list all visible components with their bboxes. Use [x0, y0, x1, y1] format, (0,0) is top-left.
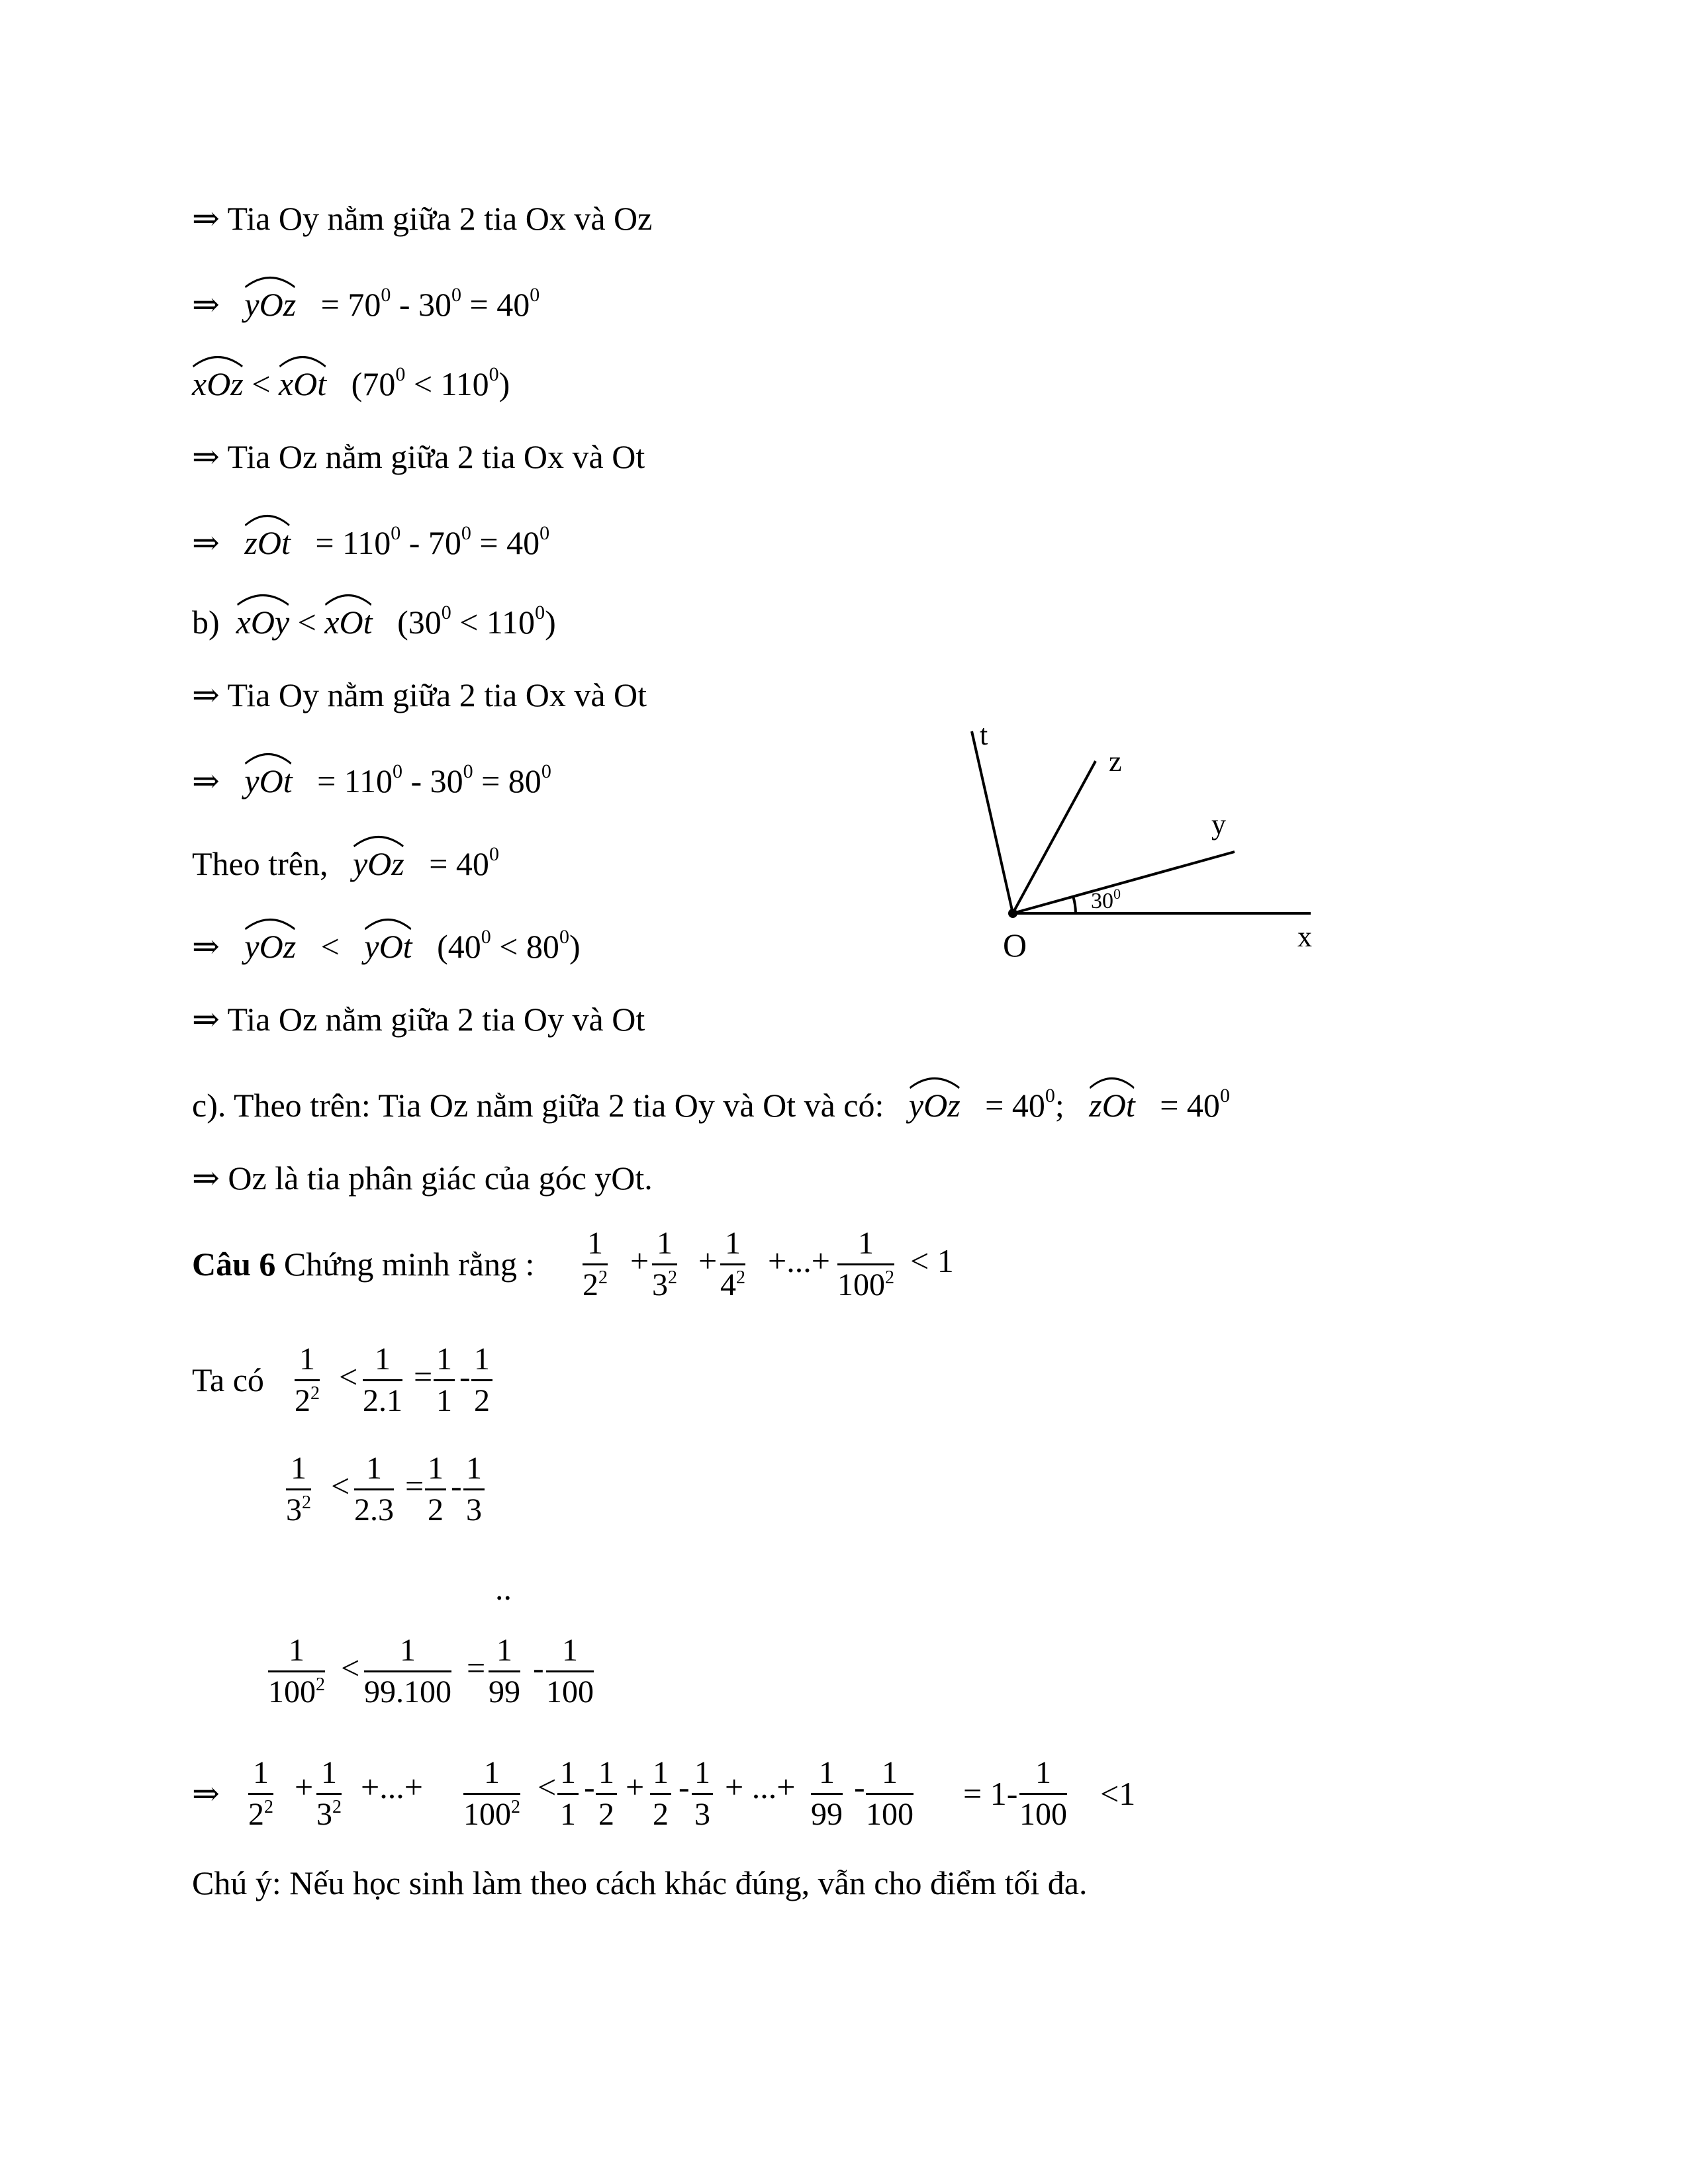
op-lt: <: [339, 1358, 358, 1395]
op-eq: =: [414, 1358, 433, 1395]
op-eq: =: [405, 1467, 424, 1504]
line-b-xoy-lt-xot: b) xOy < xOt $(30^0 < 110^0)$: [192, 596, 556, 635]
frac-final-6: 1 2: [650, 1757, 671, 1831]
frac-final-1: 1 $2^2$: [248, 1755, 273, 1832]
angle-xot-2: xOt: [324, 596, 372, 642]
angle-xoz: xOz: [192, 357, 244, 404]
op-lt: <: [341, 1649, 360, 1686]
label-y: y: [1211, 808, 1226, 841]
continuation-dots: ..: [495, 1570, 512, 1607]
frac-final-8: 1 99: [811, 1755, 843, 1832]
op-lt-1-end: <1: [1100, 1775, 1136, 1812]
frac-final-4: 1 1: [557, 1757, 579, 1831]
frac-1-over-99: 1 99: [489, 1633, 520, 1709]
frac-1-over-100sq: 1 $100^2$: [837, 1226, 894, 1302]
op-minus: -: [679, 1768, 690, 1805]
angle-yoz-3: yOz: [244, 920, 296, 966]
note: Chú ý: Nếu học sinh làm theo cách khác đúng, vẫn cho điểm tối đa.: [192, 1864, 1088, 1901]
line-yoz-lt-yot: ⇒ yOz < yOt $(40^0 < 80^0)$: [192, 920, 581, 960]
line-xoz-lt-xot: xOz < xOt $(70^0 < 110^0)$: [192, 357, 510, 397]
frac-final-2: 1 $3^2$: [316, 1755, 342, 1832]
label-t: t: [980, 719, 988, 751]
label-z: z: [1109, 745, 1122, 778]
angle-zot-2: zOt: [1089, 1079, 1135, 1125]
label-o: O: [1003, 927, 1027, 964]
line-bisector: ⇒ Oz là tia phân giác của góc yOt.: [192, 1160, 653, 1197]
frac-1-over-3sq-b: 1 $3^2$: [286, 1451, 311, 1527]
angle-yot: yOt: [244, 754, 292, 801]
line-yoz-value: ⇒ yOz = $70^0 - 30^0 = 40^0$: [192, 278, 539, 318]
frac-1-over-4sq: 1 $4^2$: [720, 1226, 745, 1302]
origin-point: [1008, 909, 1017, 918]
implies-arrow: ⇒: [192, 286, 220, 323]
frac-1-over-2sq: 1 $2^2$: [583, 1226, 608, 1302]
ray-ot: [972, 731, 1013, 913]
ray-oy: [1013, 852, 1235, 913]
op-ellipsis: + ...+: [725, 1768, 796, 1805]
frac-final-10: 1 100: [1019, 1755, 1067, 1832]
line-theo-tren-yoz: Theo trên, yOz = $40^0$: [192, 837, 499, 877]
frac-1-over-100sq-b: 1 $100^2$: [268, 1633, 325, 1709]
angle-yoz-4: yOz: [909, 1079, 961, 1125]
angle-diagram: [927, 715, 1337, 979]
frac-final-3: 1 $100^2$: [463, 1755, 520, 1832]
op-minus: -: [533, 1649, 544, 1686]
op-lt: <: [331, 1467, 350, 1504]
angle-label: $30^0$: [1091, 886, 1121, 913]
frac-1-over-2-b: 1 2: [425, 1453, 446, 1526]
text: ⇒ Tia Oy nằm giữa 2 tia Ox và Oz: [192, 200, 653, 237]
frac-1-over-2sq-b: 1 $2^2$: [295, 1342, 320, 1418]
angle-xot: xOt: [279, 357, 326, 404]
op-ellipsis: +...+: [361, 1768, 423, 1805]
op-plus: +: [630, 1242, 649, 1279]
op-minus: -: [584, 1768, 595, 1805]
question-6-heading: Câu 6 Chứng minh rằng :: [192, 1246, 535, 1283]
op-plus: +: [626, 1768, 645, 1805]
frac-1-over-1: 1 1: [434, 1343, 455, 1417]
angle-yoz-2: yOz: [353, 837, 404, 884]
op-minus: -: [451, 1467, 462, 1504]
frac-1-over-2: 1 2: [471, 1343, 492, 1417]
angle-zot: zOt: [244, 516, 290, 563]
angle-yoz: yOz: [244, 278, 296, 324]
frac-1-over-2-1: 1 2.1: [363, 1342, 402, 1418]
frac-1-over-2-3: 1 2.3: [354, 1451, 394, 1527]
line-c-conclusion: c). Theo trên: Tia Oz nằm giữa 2 tia Oy và Ot và có: yOz = $40^0$; zOt = $40^0$: [192, 1079, 1230, 1118]
frac-final-7: 1 3: [692, 1757, 713, 1831]
op-minus: -: [459, 1358, 471, 1395]
op-lt: <: [538, 1768, 557, 1805]
op-eq-1-minus: = 1-: [963, 1775, 1018, 1812]
line-oy-between-ox-ot: ⇒ Tia Oy nằm giữa 2 tia Ox và Ot: [192, 676, 647, 713]
frac-final-9: 1 100: [866, 1755, 914, 1832]
label-x: x: [1297, 921, 1312, 953]
op-plus: +: [295, 1768, 314, 1805]
op-ellipsis: +...+: [768, 1242, 830, 1279]
angle-arc-30: [1073, 896, 1076, 913]
line-oz-between-oy-ot: ⇒ Tia Oz nằm giữa 2 tia Oy và Ot: [192, 1001, 645, 1038]
ta-co-label: Ta có: [192, 1361, 264, 1398]
frac-1-over-3: 1 3: [463, 1453, 485, 1526]
frac-1-over-99-100: 1 99.100: [364, 1633, 451, 1709]
op-eq: =: [467, 1649, 486, 1686]
line-oz-between-ox-ot: ⇒ Tia Oz nằm giữa 2 tia Ox và Ot: [192, 438, 645, 475]
frac-1-over-100: 1 100: [546, 1633, 594, 1709]
op-minus: -: [854, 1768, 865, 1805]
angle-yot-2: yOt: [364, 920, 412, 966]
op-plus: +: [698, 1242, 718, 1279]
angle-xoy: xOy: [236, 596, 290, 642]
line-zot-value: ⇒ zOt = $110^0 - 70^0 = 40^0$: [192, 516, 549, 556]
implies-arrow: ⇒: [192, 1775, 220, 1812]
line-oy-between-ox-oz: [192, 199, 652, 238]
frac-1-over-3sq: 1 $3^2$: [652, 1226, 677, 1302]
line-yot-value: ⇒ yOt = $110^0 - 30^0 = 80^0$: [192, 754, 551, 794]
frac-final-5: 1 2: [596, 1757, 617, 1831]
ray-oz: [1013, 761, 1096, 913]
op-lt-1: < 1: [910, 1242, 954, 1279]
